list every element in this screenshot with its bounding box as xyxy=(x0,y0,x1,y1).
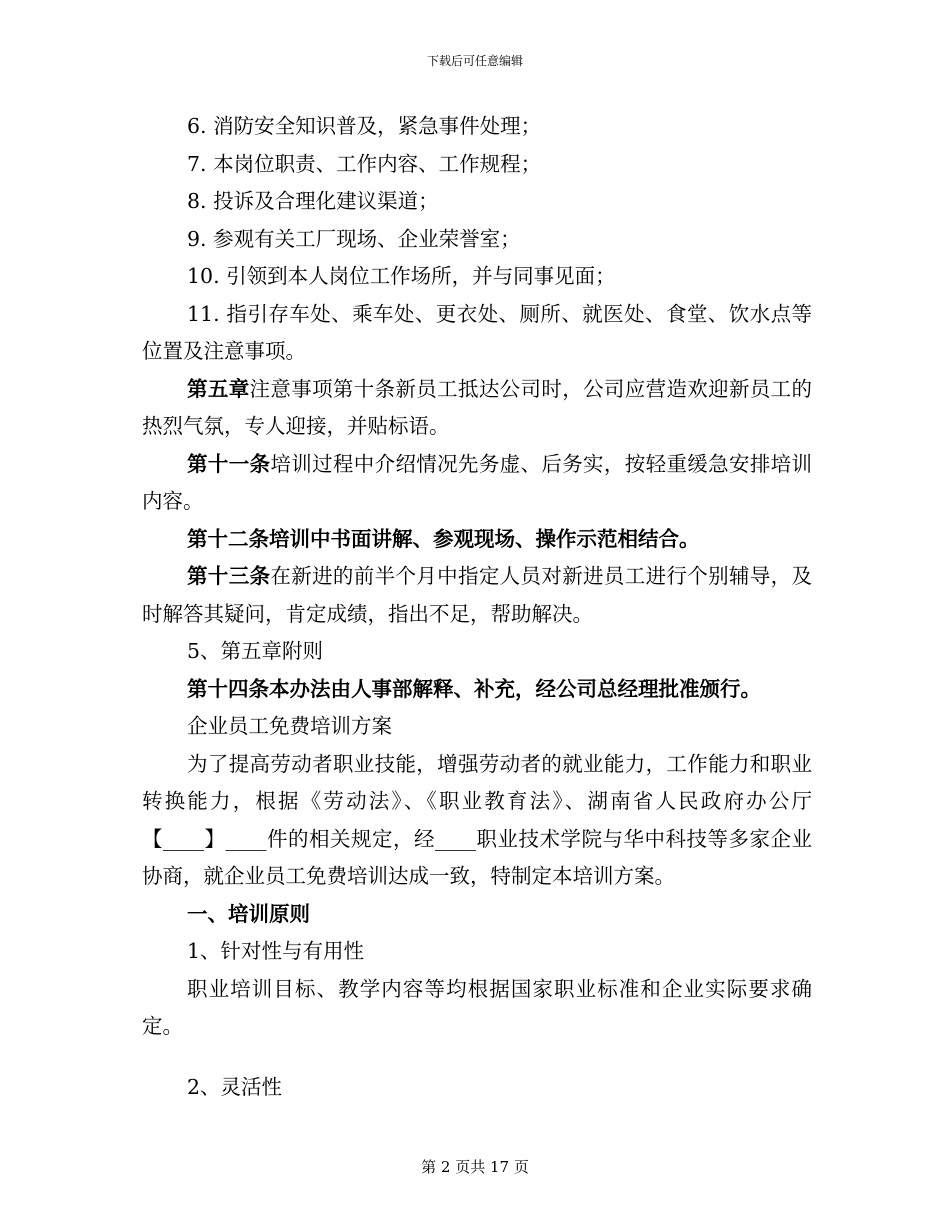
article-13-paragraph: 第十三条在新进的前半个月中指定人员对新进员工进行个别辅导，及时解答其疑问，肯定成绩，指出不足，帮助解决。 xyxy=(142,564,813,626)
list-item: 11. 指引存车处、乘车处、更衣处、厕所、就医处、食堂、饮水点等位置及注意事项。 xyxy=(142,301,812,363)
document-title: 企业员工免费培训方案 xyxy=(187,714,392,738)
subsection-heading: 2、灵活性 xyxy=(187,1074,283,1099)
list-item: 9. 参观有关工厂现场、企业荣誉室； xyxy=(187,226,521,251)
page-footer: 第 2 页共 17 页 xyxy=(421,1158,529,1176)
chapter-five-paragraph: 第五章注意事项第十条新员工抵达公司时，公司应营造欢迎新员工的热烈气氛，专人迎接，并贴标语。 xyxy=(142,376,813,438)
section-heading: 5、第五章附则 xyxy=(187,639,324,663)
body-paragraph: 职业培训目标、教学内容等均根据国家职业标准和企业实际要求确定。 xyxy=(142,976,812,1038)
list-item: 7. 本岗位职责、工作内容、工作规程； xyxy=(187,151,542,176)
intro-paragraph: 为了提高劳动者职业技能，增强劳动者的就业能力，工作能力和职业转换能力，根据《劳动法》、《职业教育法》、湖南省人民政府办公厅【____】____件的相关规定，经____职业技术学院与华中科技等多家企业协商，就企业员工免费培训达成一致，特制定本培训方案。 xyxy=(142,751,812,888)
article-12-paragraph: 第十二条培训中书面讲解、参观现场、操作示范相结合。 xyxy=(187,526,700,551)
article-11-paragraph: 第十一条培训过程中介绍情况先务虚、后务实，按轻重缓急安排培训内容。 xyxy=(142,451,813,513)
page-header: 下载后可任意编辑 xyxy=(426,54,523,68)
list-item: 10. 引领到本人岗位工作场所，并与同事见面； xyxy=(187,264,616,288)
document-body xyxy=(142,108,812,1106)
list-item: 8. 投诉及合理化建议渠道； xyxy=(187,189,439,213)
section-heading: 一、培训原则 xyxy=(187,901,310,926)
article-14-paragraph: 第十四条本办法由人事部解释、补充，经公司总经理批准颁行。 xyxy=(187,676,761,701)
paragraph-lead: 第五章 xyxy=(187,376,250,401)
subsection-heading: 1、针对性与有用性 xyxy=(187,939,365,963)
paragraph-lead: 第十一条 xyxy=(187,451,271,476)
paragraph-lead: 第十三条 xyxy=(187,564,271,588)
list-item: 6. 消防安全知识普及，紧急事件处理； xyxy=(187,114,542,138)
